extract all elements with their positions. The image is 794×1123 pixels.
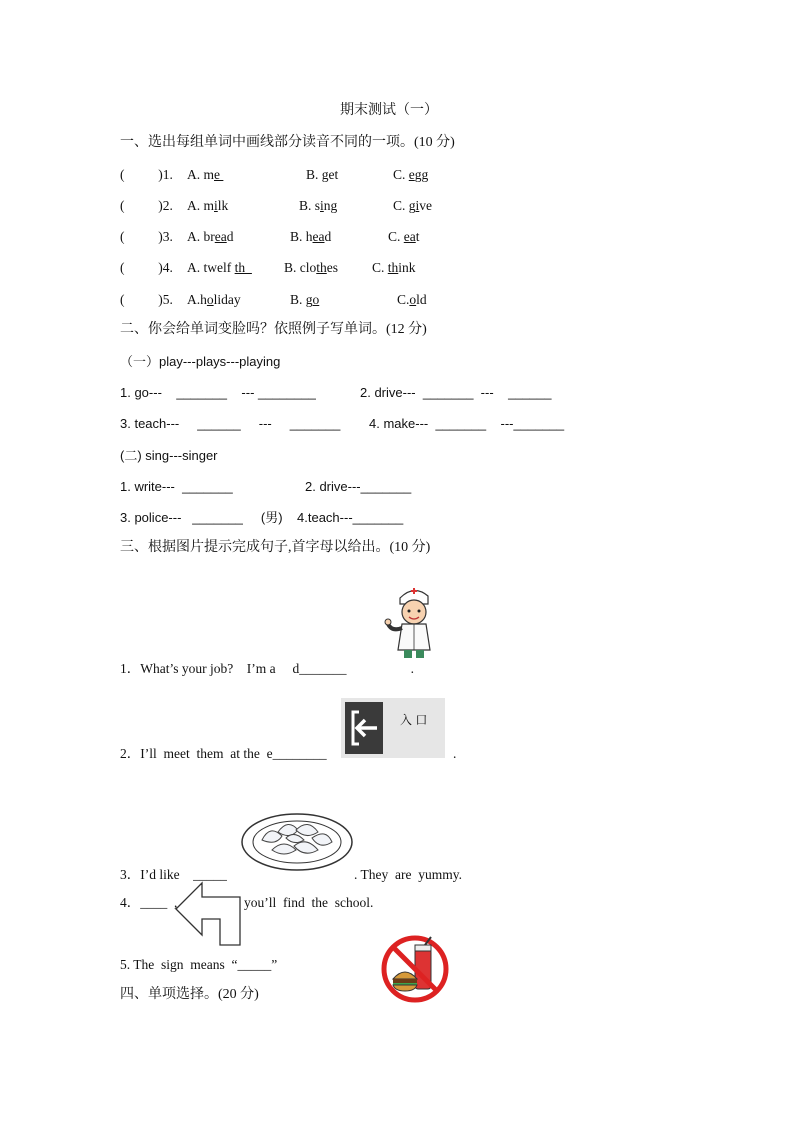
section2-heading: 二、你会给单词变脸吗？依照例子写单词。(12 分) (120, 322, 427, 337)
option-a: A. me (187, 167, 224, 182)
option-c: C. think (372, 260, 416, 275)
exercise-row[interactable]: 1. go--- _______ --- ________ (120, 385, 316, 400)
question-4[interactable]: 4．____ , (120, 895, 178, 910)
exercise-row[interactable]: 2. drive--- _______ --- ______ (360, 385, 552, 400)
option-b: B. head (290, 229, 332, 244)
option-b: B. go (290, 292, 320, 307)
option-a: A. twelf th (187, 260, 252, 275)
option-c: C. egg (393, 167, 429, 182)
section2-part2-title: (二) sing---singer (120, 448, 218, 463)
answer-blank[interactable]: ( )4. (120, 260, 173, 275)
page-title: 期末测试（一） (340, 103, 438, 118)
option-a: A. bread (187, 229, 234, 244)
exercise-row[interactable]: 3. police--- _______ (男) 4.teach---_______ (120, 510, 404, 525)
dumplings-plate-icon (240, 806, 354, 872)
question-4-end: you’ll find the school. (244, 895, 374, 910)
section1-heading: 一、选出每组单词中画线部分读音不同的一项。(10 分) (120, 135, 455, 150)
question-2[interactable]: 2．I’ll meet them at the e________ (120, 746, 327, 761)
no-food-sign-icon (381, 935, 449, 1003)
question-1[interactable]: 1．What’s your job? I’m a d_______ . (120, 661, 414, 676)
entrance-exit-icon (345, 702, 383, 754)
answer-blank[interactable]: ( )1. (120, 167, 173, 182)
question-3-end: . They are yummy. (354, 867, 462, 882)
option-c: C. eat (388, 229, 420, 244)
option-c: C. give (393, 198, 433, 213)
option-b: B. sing (299, 198, 338, 213)
exercise-row[interactable]: 2. drive---_______ (305, 479, 412, 494)
entrance-sign (341, 698, 445, 758)
exercise-row[interactable]: 4. make--- _______ ---_______ (369, 416, 565, 431)
answer-blank[interactable]: ( )3. (120, 229, 173, 244)
section4-heading: 四、单项选择。(20 分) (120, 987, 259, 1002)
doctor-icon (384, 584, 444, 660)
question-2-end: . (453, 746, 457, 761)
answer-blank[interactable]: ( )5. (120, 292, 173, 307)
option-c: C.old (397, 292, 427, 307)
question-5[interactable]: 5. The sign means “_____” (120, 957, 278, 972)
option-b: B. clothes (284, 260, 339, 275)
sign-label: 入 口 (400, 713, 428, 727)
option-b: B. get (306, 167, 339, 182)
option-a: A. milk (187, 198, 229, 213)
section2-part1-title: （一）play---plays---playing (120, 354, 281, 369)
turn-left-arrow-icon (175, 881, 245, 947)
question-3[interactable]: 3．I’d like _____ (120, 867, 227, 882)
answer-blank[interactable]: ( )2. (120, 198, 173, 213)
section3-heading: 三、根据图片提示完成句子,首字母以给出。(10 分) (120, 540, 431, 555)
option-a: A.holiday (187, 292, 241, 307)
exercise-row[interactable]: 3. teach--- ______ --- _______ (120, 416, 341, 431)
exercise-row[interactable]: 1. write--- _______ (120, 479, 233, 494)
